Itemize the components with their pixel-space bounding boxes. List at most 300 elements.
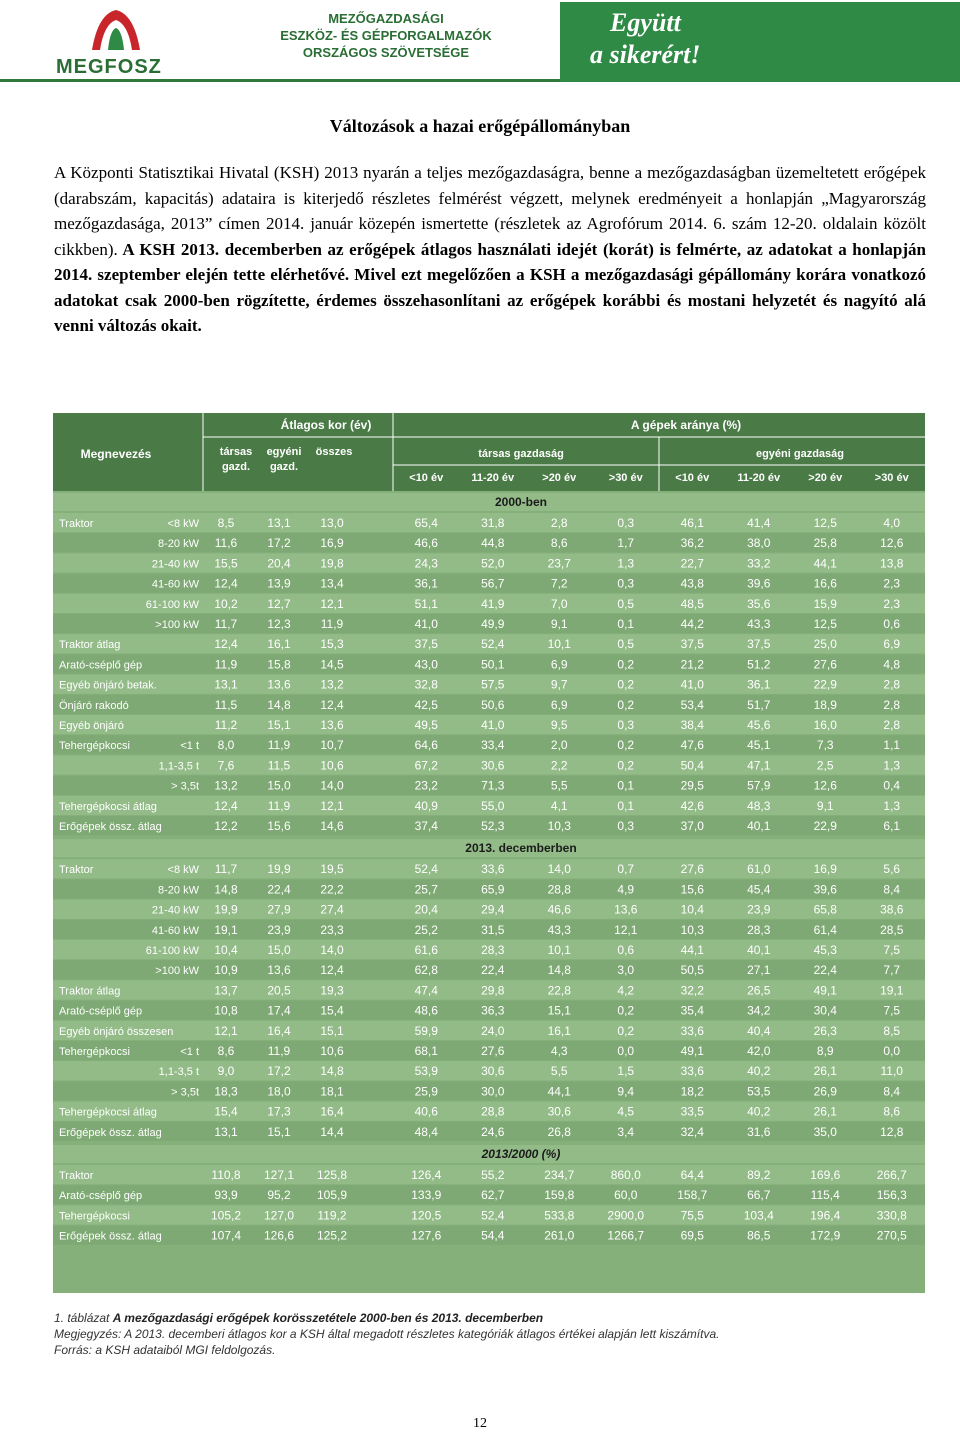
- section-title: 2013. decemberben: [465, 841, 577, 856]
- table-cell: 12,3: [267, 617, 291, 631]
- table-cell: 95,2: [267, 1188, 291, 1203]
- table-cell: 16,0: [813, 718, 837, 732]
- table-cell: 9,7: [550, 677, 568, 692]
- row-sublabel: 1,1-3,5 t: [158, 1066, 199, 1079]
- megfosz-logo-icon: [88, 6, 144, 56]
- table-cell: 16,1: [547, 1023, 571, 1038]
- page-header: [0, 0, 960, 82]
- table-cell: 19,3: [320, 983, 344, 998]
- table-cell: 0,2: [617, 697, 635, 712]
- table-cell: 46,1: [680, 516, 704, 530]
- table-cell: 89,2: [747, 1168, 771, 1182]
- table-cell: 9,5: [550, 718, 568, 732]
- table-cell: 40,2: [747, 1104, 771, 1119]
- table-cell: 7,5: [883, 1003, 901, 1018]
- table-cell: 12,4: [214, 637, 238, 652]
- header-ratio: A gépek aránya (%): [630, 418, 742, 432]
- table-cell: 12,1: [320, 596, 344, 611]
- table-cell: 0,5: [617, 596, 635, 611]
- table-cell: 55,0: [481, 798, 505, 813]
- table-cell: 46,6: [414, 536, 438, 551]
- table-cell: 17,2: [267, 1064, 291, 1079]
- table-cell: 126,4: [411, 1168, 442, 1182]
- table-cell: 23,9: [267, 922, 291, 937]
- row-label: Traktor átlag: [59, 639, 121, 652]
- table-cell: 4,8: [883, 657, 901, 672]
- table-cell: 15,5: [214, 556, 238, 571]
- table-cell: 29,4: [481, 902, 505, 917]
- row-label: Traktor: [59, 864, 94, 877]
- row-label: Erőgépek össz. átlag: [59, 1230, 162, 1243]
- table-cell: 196,4: [810, 1208, 841, 1223]
- table-cell: 19,1: [214, 922, 238, 937]
- table-cell: 0,7: [617, 862, 635, 877]
- table-cell: 0,5: [617, 637, 635, 652]
- table-cell: 11,9: [214, 657, 238, 672]
- table-cell: 15,3: [320, 637, 344, 652]
- table-cell: 7,0: [550, 596, 568, 611]
- table-cell: 56,7: [481, 576, 505, 591]
- row-label: Arató-cséplő gép: [59, 1190, 143, 1203]
- table-cell: 28,5: [880, 922, 904, 937]
- table-cell: 19,1: [880, 983, 904, 998]
- table-cell: 32,4: [680, 1124, 704, 1139]
- table-cell: 13,6: [267, 963, 291, 978]
- table-cell: 66,7: [747, 1188, 771, 1203]
- table-cell: 43,3: [547, 922, 571, 937]
- table-cell: 126,6: [263, 1228, 295, 1243]
- ratio-col-label: >20 év: [808, 472, 843, 484]
- table-cell: 16,6: [813, 576, 837, 591]
- table-cell: 13,1: [214, 677, 238, 692]
- table-cell: 0,2: [617, 677, 635, 692]
- row-label: Tehergépkocsi átlag: [59, 800, 157, 813]
- section-band: [53, 1145, 203, 1163]
- table-cell: 127,6: [411, 1228, 442, 1243]
- table-cell: 21,2: [680, 657, 704, 672]
- table-cell: 65,9: [481, 882, 505, 897]
- table-cell: 17,4: [267, 1003, 291, 1018]
- table-cell: 2,5: [816, 758, 834, 773]
- table-cell: 10,2: [214, 596, 238, 611]
- table-cell: 75,5: [680, 1208, 704, 1223]
- table-cell: 2,0: [550, 738, 568, 753]
- row-sublabel: <8 kW: [167, 864, 199, 877]
- table-cell: 16,1: [267, 637, 291, 652]
- table-cell: 13,2: [214, 778, 238, 793]
- table-cell: 59,9: [414, 1023, 438, 1038]
- table-cell: 12,7: [267, 596, 291, 611]
- table-cell: 26,1: [813, 1064, 837, 1079]
- table-cell: 42,5: [414, 697, 438, 712]
- row-sublabel: 61-100 kW: [145, 945, 199, 957]
- table-cell: 12,6: [813, 778, 837, 793]
- table-cell: 234,7: [544, 1168, 575, 1182]
- table-cell: 15,1: [320, 1023, 344, 1038]
- header-age: Átlagos kor (év): [280, 418, 372, 432]
- table-cell: 11,5: [214, 697, 238, 712]
- table-cell: 8,9: [816, 1044, 834, 1058]
- table-cell: 48,5: [680, 596, 704, 611]
- table-cell: 43,0: [414, 657, 438, 672]
- table-cell: 41,0: [680, 677, 704, 692]
- table-cell: 57,5: [481, 677, 505, 692]
- table-cell: 10,6: [320, 1044, 344, 1058]
- table-cell: 93,9: [214, 1188, 238, 1203]
- table-cell: 12,4: [214, 798, 238, 813]
- table-cell: 22,9: [813, 677, 837, 692]
- group-label: egyéni gazdaság: [755, 448, 845, 460]
- table-cell: 1,7: [617, 536, 635, 551]
- table-cell: 17,2: [267, 536, 291, 551]
- table-cell: 127,0: [263, 1208, 295, 1223]
- table-cell: 15,0: [267, 778, 291, 793]
- table-cell: 54,4: [481, 1228, 505, 1243]
- logo-text: MEGFOSZ: [56, 56, 162, 78]
- table-cell: 0,4: [883, 778, 901, 793]
- table-cell: 60,0: [614, 1188, 638, 1203]
- table-cell: 3,4: [617, 1124, 635, 1139]
- caption-prefix: 1. táblázat: [54, 1311, 110, 1325]
- section-band: [203, 1145, 925, 1163]
- row-label: Egyéb önjáró: [59, 720, 124, 732]
- table-cell: 41,4: [747, 516, 771, 530]
- table-cell: 48,6: [414, 1003, 438, 1018]
- page-number: 12: [473, 1416, 487, 1431]
- table-cell: 27,4: [320, 902, 344, 917]
- table-cell: 37,4: [414, 819, 438, 833]
- table-cell: 38,0: [747, 536, 771, 551]
- table-cell: 27,6: [680, 862, 704, 877]
- caption-source: Forrás: a KSH adataiból MGI feldolgozás.: [54, 1343, 276, 1357]
- table-cell: 9,1: [816, 798, 834, 813]
- slogan-line: Együtt: [610, 8, 681, 37]
- table-cell: 5,6: [883, 862, 901, 877]
- row-label: Traktor: [59, 1170, 94, 1182]
- table-cell: 10,1: [547, 943, 571, 957]
- table-cell: 33,2: [747, 556, 771, 571]
- table-cell: 9,0: [217, 1064, 235, 1079]
- table-cell: 44,8: [481, 536, 505, 551]
- table-cell: 10,1: [547, 637, 571, 652]
- table-cell: 50,5: [680, 963, 704, 978]
- table-cell: 11,9: [267, 738, 291, 753]
- table-cell: 43,8: [680, 576, 704, 591]
- table-cell: 107,4: [210, 1228, 242, 1243]
- table-cell: 12,6: [880, 536, 904, 551]
- table-cell: 120,5: [411, 1208, 442, 1223]
- table-cell: 0,2: [617, 657, 635, 672]
- row-label: Arató-cséplő gép: [59, 659, 143, 672]
- table-cell: 25,2: [414, 922, 438, 937]
- table-cell: 7,7: [883, 963, 901, 978]
- table-cell: 46,6: [547, 902, 571, 917]
- table-cell: 6,1: [883, 819, 901, 833]
- table-cell: 105,9: [316, 1188, 348, 1203]
- table-cell: 39,6: [813, 882, 837, 897]
- table-cell: 24,0: [481, 1023, 505, 1038]
- table-cell: 40,1: [747, 943, 771, 957]
- table-cell: 32,8: [414, 677, 438, 692]
- table-cell: 10,8: [214, 1003, 238, 1018]
- age-col-label: gazd.: [221, 461, 251, 473]
- row-sublabel: 8-20 kW: [158, 884, 199, 897]
- org-line: ESZKÖZ- ÉS GÉPFORGALMAZÓK: [280, 28, 492, 43]
- table-cell: 6,9: [550, 697, 568, 712]
- table-cell: 40,2: [747, 1064, 771, 1079]
- table-cell: 12,4: [320, 963, 344, 978]
- table-cell: 156,3: [876, 1188, 907, 1203]
- table-cell: 53,9: [414, 1064, 438, 1079]
- table-cell: 47,4: [414, 983, 438, 998]
- table-cell: 30,6: [481, 758, 505, 773]
- table-cell: 23,7: [547, 556, 571, 571]
- ratio-col-label: 11-20 év: [737, 472, 781, 484]
- table-cell: 14,8: [214, 882, 238, 897]
- table-cell: 12,5: [813, 617, 837, 631]
- table-cell: 11,9: [267, 1044, 291, 1058]
- row-label: Önjáró rakodó: [59, 699, 129, 712]
- table-cell: 8,5: [883, 1023, 901, 1038]
- table-cell: 30,0: [481, 1084, 505, 1099]
- table-cell: 12,1: [214, 1023, 238, 1038]
- row-sublabel: >100 kW: [155, 965, 199, 978]
- table-cell: 4,3: [550, 1044, 568, 1058]
- table-cell: 64,6: [414, 738, 438, 753]
- table-cell: 1,3: [883, 798, 901, 813]
- section-band: [53, 839, 203, 857]
- table-cell: 23,9: [747, 902, 771, 917]
- table-cell: 11,7: [214, 862, 238, 877]
- row-sublabel: <1 t: [180, 740, 199, 753]
- section-band: [53, 493, 203, 511]
- table-cell: 44,2: [680, 617, 704, 631]
- table-cell: 62,7: [481, 1188, 505, 1203]
- table-cell: 0,1: [617, 617, 635, 631]
- section-title: 2013/2000 (%): [481, 1147, 561, 1161]
- table-cell: 0,1: [617, 798, 635, 813]
- table-cell: 41,9: [481, 596, 505, 611]
- table-cell: 0,2: [617, 738, 635, 753]
- table-cell: 53,5: [747, 1084, 771, 1099]
- table-cell: 14,5: [320, 657, 344, 672]
- section-title: 2000-ben: [494, 495, 548, 509]
- ratio-col-label: <10 év: [675, 472, 710, 484]
- table-cell: 7,2: [550, 576, 568, 591]
- table-cell: 4,9: [617, 882, 635, 897]
- table-cell: 71,3: [481, 778, 505, 793]
- table-cell: 0,3: [617, 819, 635, 833]
- table-cell: 330,8: [876, 1208, 907, 1223]
- table-cell: 5,5: [550, 778, 568, 793]
- table-cell: 13,6: [320, 718, 344, 732]
- table-cell: 105,2: [210, 1208, 242, 1223]
- table-cell: 13,6: [267, 677, 291, 692]
- table-cell: 52,0: [481, 556, 505, 571]
- ratio-col-label: >20 év: [542, 472, 577, 484]
- table-cell: 8,4: [883, 1084, 901, 1099]
- table-cell: 10,7: [320, 738, 344, 753]
- table-cell: 11,9: [267, 798, 291, 813]
- table-cell: 2900,0: [607, 1208, 645, 1223]
- table-cell: 15,1: [267, 1124, 291, 1139]
- table-cell: 30,6: [547, 1104, 571, 1119]
- row-sublabel: 41-60 kW: [151, 578, 199, 591]
- table-cell: 13,2: [320, 677, 344, 692]
- row-label: Arató-cséplő gép: [59, 1005, 143, 1018]
- row-sublabel: 8-20 kW: [158, 538, 199, 551]
- row-sublabel: >100 kW: [155, 619, 199, 631]
- table-cell: 12,1: [320, 798, 344, 813]
- table-cell: 14,8: [547, 963, 571, 978]
- table-cell: 8,0: [217, 738, 235, 753]
- table-cell: 10,9: [214, 963, 238, 978]
- table-cell: 11,7: [214, 617, 238, 631]
- table-cell: 36,1: [414, 576, 438, 591]
- table-cell: 13,1: [267, 516, 291, 530]
- row-label: Tehergépkocsi: [59, 1046, 130, 1058]
- row-label: Erőgépek össz. átlag: [59, 1126, 162, 1139]
- table-cell: 22,9: [813, 819, 837, 833]
- table-cell: 36,2: [680, 536, 704, 551]
- table-cell: 22,8: [547, 983, 571, 998]
- table-cell: 27,6: [813, 657, 837, 672]
- table-cell: 9,4: [617, 1084, 635, 1099]
- table-cell: 57,9: [747, 778, 771, 793]
- table-cell: 16,4: [320, 1104, 344, 1119]
- table-cell: 37,5: [414, 637, 438, 652]
- table-cell: 19,5: [320, 862, 344, 877]
- table-cell: 28,3: [481, 943, 505, 957]
- table-cell: 22,7: [680, 556, 704, 571]
- table-cell: 11,9: [320, 617, 344, 631]
- table-cell: 40,9: [414, 798, 438, 813]
- table-cell: 1,1: [883, 738, 901, 753]
- table-cell: 4,2: [617, 983, 635, 998]
- table-cell: 30,4: [813, 1003, 837, 1018]
- table-cell: 15,4: [214, 1104, 238, 1119]
- table-cell: 13,6: [614, 902, 638, 917]
- row-sublabel: <1 t: [180, 1046, 199, 1058]
- table-cell: 33,6: [680, 1023, 704, 1038]
- table-cell: 37,5: [747, 637, 771, 652]
- ratio-col-label: >30 év: [608, 472, 643, 484]
- table-cell: 20,4: [414, 902, 438, 917]
- row-label: Tehergépkocsi: [59, 1210, 130, 1223]
- ratio-col-label: >30 év: [874, 472, 909, 484]
- age-distribution-table: [53, 413, 925, 1293]
- table-cell: 28,8: [547, 882, 571, 897]
- table-cell: 62,8: [414, 963, 438, 978]
- table-cell: 61,4: [813, 922, 837, 937]
- table-cell: 8,6: [217, 1044, 235, 1058]
- table-cell: 159,8: [544, 1188, 575, 1203]
- age-col-label: egyéni: [266, 446, 302, 458]
- ratio-col-label: 11-20 év: [471, 472, 515, 484]
- table-cell: 0,0: [883, 1044, 901, 1058]
- table-cell: 8,6: [550, 536, 568, 551]
- table-cell: 13,8: [880, 556, 904, 571]
- table-cell: 266,7: [876, 1168, 907, 1182]
- table-cell: 68,1: [414, 1044, 438, 1058]
- table-cell: 25,9: [414, 1084, 438, 1099]
- table-cell: 42,0: [747, 1044, 771, 1058]
- table-cell: 4,1: [550, 798, 568, 813]
- table-cell: 64,4: [680, 1168, 704, 1182]
- row-sublabel: 41-60 kW: [151, 924, 199, 937]
- table-cell: 48,4: [414, 1124, 438, 1139]
- organization-name: [236, 10, 536, 61]
- table-cell: 39,6: [747, 576, 771, 591]
- table-cell: 24,6: [481, 1124, 505, 1139]
- table-cell: 0,2: [617, 1003, 635, 1018]
- table-cell: 26,9: [813, 1084, 837, 1099]
- row-label: Tehergépkocsi átlag: [59, 1106, 157, 1119]
- table-cell: 125,2: [316, 1228, 348, 1243]
- table-cell: 27,6: [481, 1044, 505, 1058]
- table-cell: 33,4: [481, 738, 505, 753]
- table-cell: 7,3: [816, 738, 834, 753]
- table-cell: 26,8: [547, 1124, 571, 1139]
- table-cell: 28,3: [747, 922, 771, 937]
- table-cell: 13,4: [320, 576, 344, 591]
- table-cell: 27,9: [267, 902, 291, 917]
- table-cell: 125,8: [316, 1168, 348, 1182]
- table-cell: 1266,7: [607, 1228, 645, 1243]
- table-cell: 0,0: [617, 1044, 635, 1058]
- ratio-col-label: <10 év: [409, 472, 444, 484]
- table-cell: 50,6: [481, 697, 505, 712]
- table-cell: 34,2: [747, 1003, 771, 1018]
- table-cell: 50,1: [481, 657, 505, 672]
- table-cell: 14,8: [267, 697, 291, 712]
- table-cell: 10,4: [214, 943, 238, 957]
- table-cell: 43,3: [747, 617, 771, 631]
- row-label: Traktor átlag: [59, 985, 121, 998]
- table-cell: 8,6: [883, 1104, 901, 1119]
- table-cell: 8,5: [217, 516, 235, 530]
- table-cell: 20,5: [267, 983, 291, 998]
- row-sublabel: 21-40 kW: [151, 558, 199, 571]
- table-cell: 0,6: [617, 943, 635, 957]
- table-cell: 31,6: [747, 1124, 771, 1139]
- table-cell: 37,0: [680, 819, 704, 833]
- row-sublabel: > 3,5t: [171, 780, 199, 793]
- table-cell: 52,4: [481, 1208, 505, 1223]
- table-cell: 158,7: [677, 1188, 708, 1203]
- table-cell: 22,2: [320, 882, 344, 897]
- table-cell: 22,4: [481, 963, 505, 978]
- table-cell: 103,4: [743, 1208, 774, 1223]
- table-cell: 0,1: [617, 778, 635, 793]
- table-cell: 13,0: [320, 516, 344, 530]
- table-cell: 52,4: [414, 862, 438, 877]
- table-cell: 29,5: [680, 778, 704, 793]
- table-cell: 115,4: [810, 1188, 840, 1203]
- table-cell: 38,6: [880, 902, 904, 917]
- table-cell: 0,3: [617, 718, 635, 732]
- table-cell: 1,3: [883, 758, 901, 773]
- table-cell: 12,8: [880, 1124, 904, 1139]
- table-cell: 16,9: [320, 536, 344, 551]
- table-cell: 45,1: [747, 738, 771, 753]
- table-caption: [54, 1310, 719, 1358]
- table-cell: 7,6: [217, 758, 235, 773]
- table-cell: 51,7: [747, 697, 771, 712]
- table-cell: 35,4: [680, 1003, 704, 1018]
- table-cell: 40,4: [747, 1023, 771, 1038]
- table-cell: 9,1: [550, 617, 568, 631]
